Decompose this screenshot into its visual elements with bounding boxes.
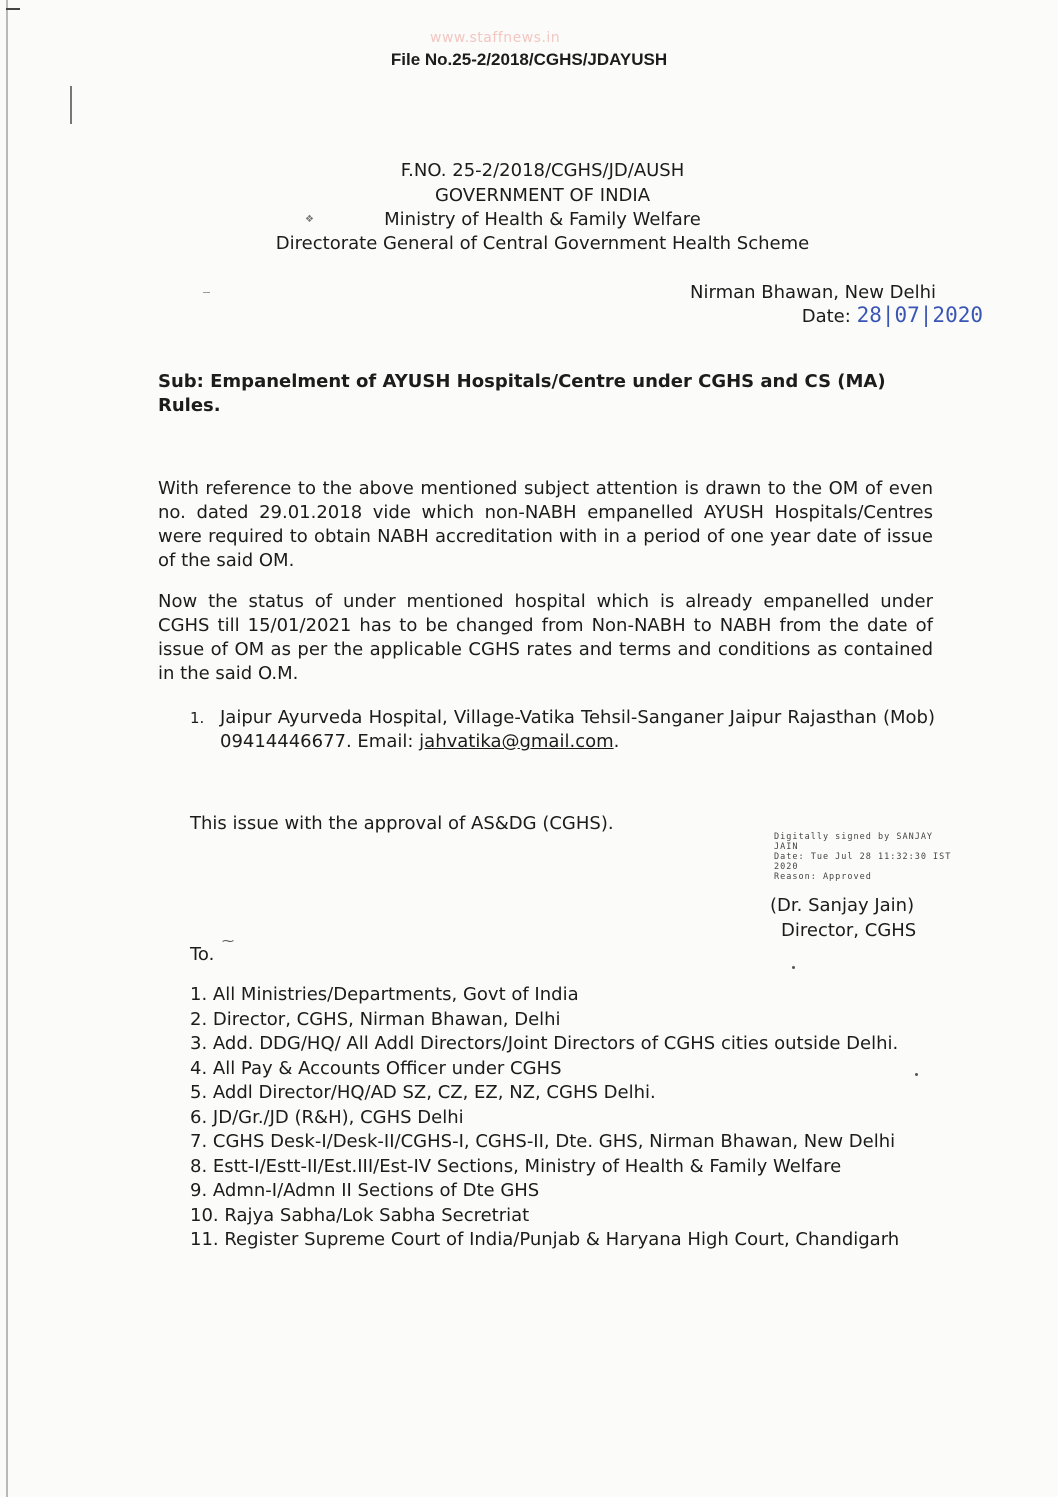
distribution-item: 1. All Ministries/Departments, Govt of India [190,984,579,1005]
stray-mark: ⁓ [222,934,234,948]
hospital-email-link[interactable]: jahvatika@gmail.com [419,731,614,752]
distribution-item: 8. Estt-I/Estt-II/Est.III/Est-IV Sections, Ministry of Health & Family Welfare [190,1155,842,1177]
hospital-trailing: . [613,731,620,752]
distribution-item: 10. Rajya Sabha/Lok Sabha Secretriat [190,1204,530,1226]
paragraph-status: Now the status of under mentioned hospital which is already empanelled under CGHS till 15/01/2021 has to be changed from Non-NABH to NABH from the date of issue of OM as per the applicable CGHS rates and terms and conditions as contained in the said O.M. [158,591,933,684]
signatory-name: (Dr. Sanjay Jain) [770,895,915,916]
digital-signature-line: Date: Tue Jul 28 11:32:30 IST [774,852,952,862]
ministry-heading: Ministry of Health & Family Welfare [384,209,701,230]
distribution-item: 2. Director, CGHS, Nirman Bhawan, Delhi [190,1008,561,1030]
place: Nirman Bhawan, New Delhi [690,282,936,303]
reference-number: F.NO. 25-2/2018/CGHS/JD/AUSH [400,160,685,181]
digital-signature-line: Reason: Approved [774,872,872,882]
handwritten-date: 28|07|2020 [856,303,983,327]
to-label: To. [190,944,215,965]
date-line [802,303,983,327]
distribution-item: 9. Admn-I/Admn II Sections of Dte GHS [190,1180,540,1201]
hospital-item-body [220,706,935,754]
distribution-item: 11. Register Supreme Court of India/Punjab & Haryana High Court, Chandigarh [190,1229,900,1250]
date-label: Date: [801,306,851,327]
stray-mark: ❖ [305,214,314,225]
watermark: www.staffnews.in [430,30,561,46]
margin-mark [70,86,72,124]
subject-line: Sub: Empanelment of AYUSH Hospitals/Centre under CGHS and CS (MA) Rules. [158,371,886,416]
digital-signature-line: 2020 [774,862,799,872]
hospital-item [190,706,935,754]
distribution-item: 5. Addl Director/HQ/AD SZ, CZ, EZ, NZ, CGHS Delhi. [190,1082,656,1103]
distribution-item: 7. CGHS Desk-I/Desk-II/CGHS-I, CGHS-II, Dte. GHS, Nirman Bhawan, New Delhi [190,1131,896,1152]
file-number: File No.25-2/2018/CGHS/JDAYUSH [390,50,668,69]
digital-signature-line: JAIN [774,842,799,852]
scan-edge-tick [6,8,20,10]
distribution-item: 4. All Pay & Accounts Officer under CGHS [190,1057,562,1079]
digital-signature-line: Digitally signed by SANJAY [774,832,934,842]
digital-signature-stamp [774,832,1019,882]
distribution-list [190,983,938,1253]
directorate-heading: Directorate General of Central Government Health Scheme [275,233,810,254]
distribution-item: 3. Add. DDG/HQ/ All Addl Directors/Joint Directors of CGHS cities outside Delhi. [190,1033,899,1054]
government-heading: GOVERNMENT OF INDIA [434,185,651,206]
stray-dash [203,292,210,293]
distribution-item: 6. JD/Gr./JD (R&H), CGHS Delhi [190,1106,464,1128]
paragraph-reference: With reference to the above mentioned subject attention is drawn to the OM of even no. dated 29.01.2018 vide which non-NABH empanelled AYUSH Hospitals/Centres were required to obtain NABH accreditation with in a period of one year date of issue of the said OM. [158,478,933,571]
approval-line: This issue with the approval of AS&DG (CGHS). [190,813,614,834]
scan-speck [792,966,795,969]
hospital-item-number: 1. [190,709,205,727]
signatory-designation: Director, CGHS [781,920,917,941]
hospital-details: Jaipur Ayurveda Hospital, Village-Vatika Tehsil-Sanganer Jaipur Rajasthan (Mob) 09414446677. Email: [220,707,935,752]
signatory-block [770,893,916,943]
